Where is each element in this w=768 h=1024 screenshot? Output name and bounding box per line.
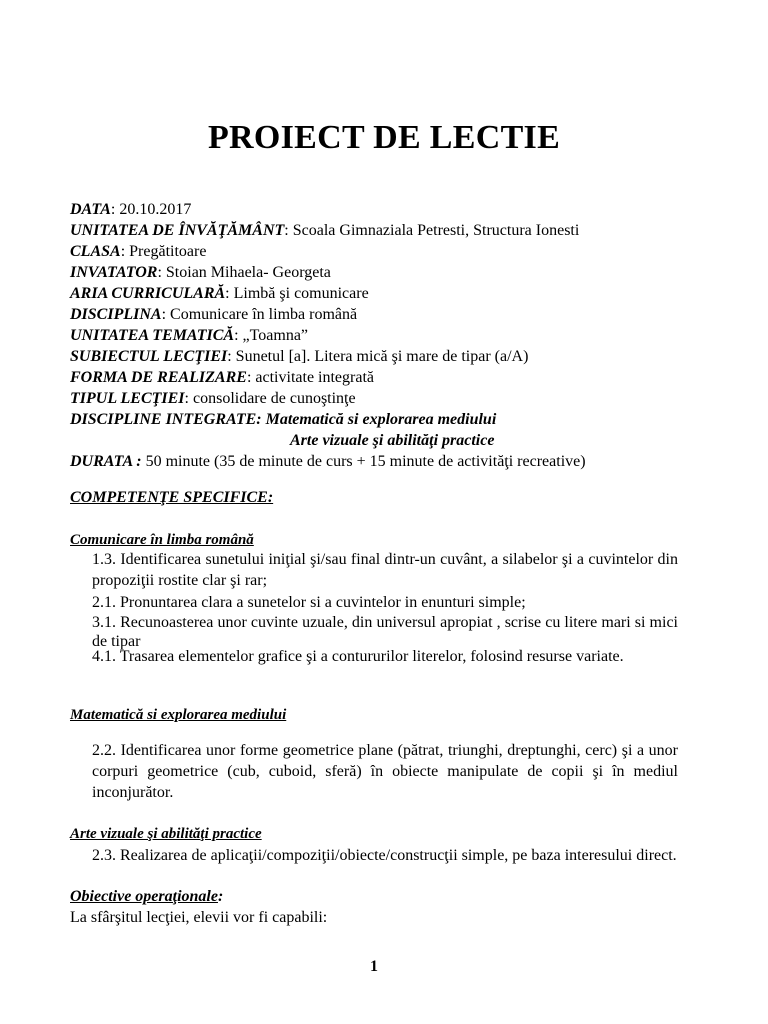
field-label: CLASA xyxy=(70,243,121,260)
field-label: FORMA DE REALIZARE xyxy=(70,369,247,386)
field-label: TIPUL LECŢIEI xyxy=(70,390,185,407)
field-value: Comunicare în limba română xyxy=(170,306,358,323)
field-value: Stoian Mihaela- Georgeta xyxy=(165,264,331,281)
field-label: ARIA CURRICULARĂ xyxy=(70,285,226,302)
competenta-item: 4.1. Trasarea elementelor grafice şi a contururilor literelor, folosind resurse variate. xyxy=(92,648,624,665)
field-clasa: CLASA: Pregătitoare xyxy=(70,243,207,260)
field-discipline-integrate: DISCIPLINE INTEGRATE: Matematică si explorarea mediului xyxy=(70,411,497,428)
field-value: 50 minute (35 de minute de curs + 15 minute de activităţi recreative) xyxy=(145,453,586,470)
section-heading-matematica: Matematică si explorarea mediului xyxy=(70,707,287,723)
field-value: Scoala Gimnaziala Petresti, Structura Ionesti xyxy=(292,222,580,239)
obiective-heading: Obiective operaţionale: xyxy=(70,888,224,905)
field-value: Pregătitoare xyxy=(129,243,207,260)
field-value: Matematică si explorarea mediului xyxy=(265,411,497,428)
field-data: DATA: 20.10.2017 xyxy=(70,201,192,218)
field-label: DATA xyxy=(70,201,111,218)
field-value: consolidare de cunoştinţe xyxy=(192,390,356,407)
field-unitatea: UNITATEA DE ÎNVĂŢĂMÂNT: Scoala Gimnaziala Petresti, Structura Ionesti xyxy=(70,222,580,239)
section-heading-comunicare: Comunicare în limba română xyxy=(70,532,254,548)
field-label: UNITATEA DE ÎNVĂŢĂMÂNT xyxy=(70,222,285,239)
field-aria: ARIA CURRICULARĂ: Limbă şi comunicare xyxy=(70,285,369,302)
field-value: „Toamna” xyxy=(242,327,309,344)
field-forma: FORMA DE REALIZARE: activitate integrată xyxy=(70,369,375,386)
field-invatator: INVATATOR: Stoian Mihaela- Georgeta xyxy=(70,264,331,281)
field-value: activitate integrată xyxy=(255,369,375,386)
competenta-item: 1.3. Identificarea sunetului iniţial şi/sau final dintr-un cuvânt, a silabelor şi a cuvintelor din propoziţii rostite clar şi rar; xyxy=(92,551,678,589)
section-heading-arte: Arte vizuale şi abilităţi practice xyxy=(70,826,262,842)
field-unitatea-tematica: UNITATEA TEMATICĂ: „Toamna” xyxy=(70,327,309,344)
field-value: 20.10.2017 xyxy=(119,201,192,218)
field-value: Sunetul [a]. Litera mică şi mare de tipar (a/A) xyxy=(235,348,529,365)
field-label: SUBIECTUL LECŢIEI xyxy=(70,348,228,365)
field-label: INVATATOR xyxy=(70,264,158,281)
competenta-item: 2.3. Realizarea de aplicaţii/compoziţii/obiecte/construcţii simple, pe baza interesului direct. xyxy=(92,847,677,864)
field-tipul: TIPUL LECŢIEI: consolidare de cunoştinţe xyxy=(70,390,356,407)
page-title: PROIECT DE LECTIE xyxy=(207,119,561,156)
competenta-item: 3.1. Recunoasterea unor cuvinte uzuale, din universul apropiat , scrise cu litere mari si mici de tipar xyxy=(92,614,678,650)
obiective-intro: La sfârşitul lecţiei, elevii vor fi capabili: xyxy=(70,909,328,926)
field-label: DURATA xyxy=(70,453,133,470)
field-disciplina: DISCIPLINA: Comunicare în limba română xyxy=(70,306,358,323)
field-label: DISCIPLINE INTEGRATE xyxy=(70,411,257,428)
competente-heading: COMPETENŢE SPECIFICE: xyxy=(70,489,274,506)
field-label: DISCIPLINA xyxy=(70,306,162,323)
field-durata: DURATA : 50 minute (35 de minute de curs + 15 minute de activităţi recreative) xyxy=(70,453,586,470)
field-discipline-integrate-2: Arte vizuale şi abilităţi practice xyxy=(290,432,495,449)
competenta-item: 2.1. Pronuntarea clara a sunetelor si a cuvintelor in enunturi simple; xyxy=(92,594,526,611)
page-number: 1 xyxy=(370,958,378,975)
competenta-item: 2.2. Identificarea unor forme geometrice plane (pătrat, triunghi, dreptunghi, cerc) şi a unor corpuri geometrice (cub, cuboid, sferă) în obiecte manipulate de copii şi în mediul inconjurător. xyxy=(92,742,678,801)
field-label: UNITATEA TEMATICĂ xyxy=(70,327,235,344)
field-subiectul: SUBIECTUL LECŢIEI: Sunetul [a]. Litera mică şi mare de tipar (a/A) xyxy=(70,348,529,365)
field-value: Limbă şi comunicare xyxy=(233,285,369,302)
